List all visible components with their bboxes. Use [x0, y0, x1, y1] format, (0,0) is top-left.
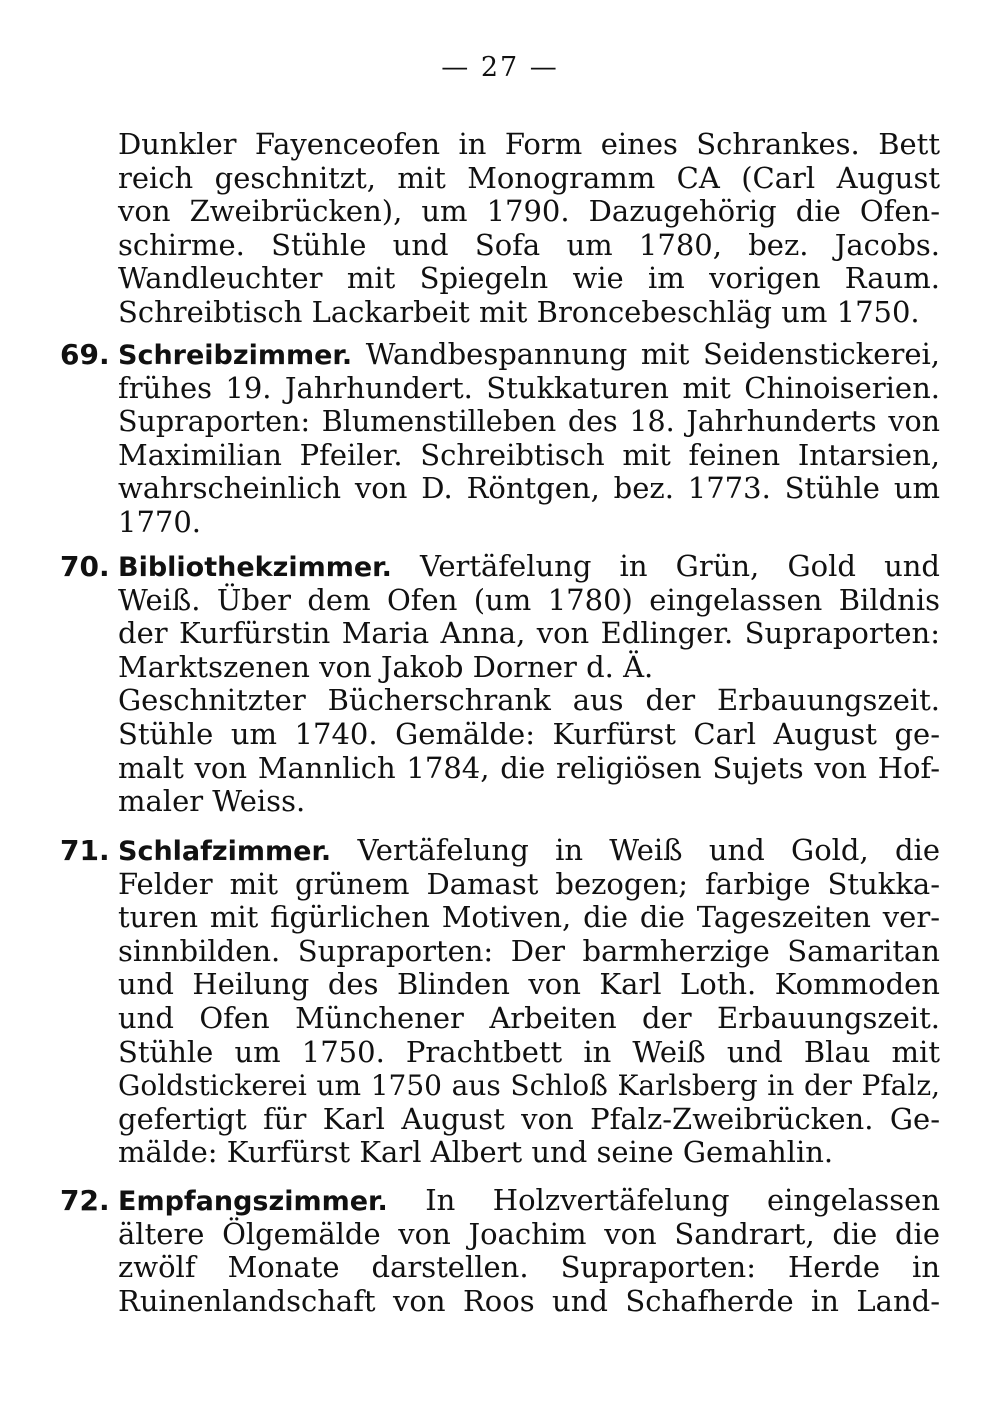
entry-72: [60, 1183, 940, 1318]
text-line: wahrscheinlich von D. Röntgen, bez. 1773. Stühle um: [118, 471, 940, 506]
text-line-first: [118, 1184, 940, 1218]
text-line: Goldstickerei um 1750 aus Schloß Karlsberg in der Pfalz,: [118, 1069, 940, 1103]
room-name: Bibliothekzimmer.: [118, 552, 392, 583]
text-line: Weiß. Über dem Ofen (um 1780) eingelassen Bildnis: [118, 582, 940, 617]
text-line: Dunkler Fayenceofen in Form eines Schrankes. Bett: [118, 127, 940, 161]
text-line: zwölf Monate darstellen. Supraporten: Herde in: [118, 1250, 940, 1285]
entry-70: [60, 549, 940, 819]
text-line: und Heilung des Blinden von Karl Loth. Kommoden: [118, 967, 940, 1002]
text-line: reich geschnitzt, mit Monogramm CA (Carl August: [118, 160, 940, 195]
room-name: Schlafzimmer.: [118, 836, 332, 867]
text-line-first: [118, 338, 940, 372]
text-line: turen mit figürlichen Motiven, die die Tageszeiten ver-: [118, 900, 940, 935]
text-line: 1770.: [118, 504, 202, 539]
page-number: — 27 —: [441, 52, 559, 83]
room-name: Schreibzimmer.: [118, 340, 353, 371]
text-line: mälde: Kurfürst Karl Albert und seine Gemahlin.: [118, 1135, 834, 1170]
text-line: Stühle um 1750. Prachtbett in Weiß und Blau mit: [118, 1034, 940, 1069]
text-fragment: Vertäfelung in Grün, Gold und: [391, 549, 940, 583]
text-line: der Kurfürstin Maria Anna, von Edlinger. Supraporten:: [118, 616, 940, 651]
text-line: Marktszenen von Jakob Dorner d. Ä.: [118, 649, 654, 684]
text-fragment: In Holzvertäfelung eingelassen: [387, 1183, 940, 1217]
entry-continuation: [118, 128, 940, 330]
text-line: Geschnitzter Bücherschrank aus der Erbauungszeit.: [118, 683, 940, 718]
entry-number: 69.: [60, 338, 110, 371]
entry-number: 71.: [60, 834, 110, 867]
text-line: Schreibtisch Lackarbeit mit Broncebeschläg um 1750.: [118, 294, 920, 329]
text-line: maler Weiss.: [118, 784, 306, 819]
text-line: sinnbilden. Supraporten: Der barmherzige Samaritan: [118, 933, 940, 968]
entry-71: [60, 833, 940, 1170]
text-line-first: [118, 834, 940, 868]
room-name: Empfangszimmer.: [118, 1186, 388, 1217]
text-line: Felder mit grünem Damast bezogen; farbige Stukka-: [118, 866, 940, 901]
text-line: von Zweibrücken), um 1790. Dazugehörig die Ofen-: [118, 194, 940, 229]
text-line: Ruinenlandschaft von Roos und Schafherde in Land-: [118, 1283, 940, 1318]
entry-69: [60, 337, 940, 540]
text-line: und Ofen Münchener Arbeiten der Erbauungszeit.: [118, 1000, 940, 1035]
text-line: schirme. Stühle und Sofa um 1780, bez. Jacobs.: [118, 227, 940, 262]
text-line: Stühle um 1740. Gemälde: Kurfürst Carl August ge-: [118, 716, 940, 751]
text-line: Maximilian Pfeiler. Schreibtisch mit feinen Intarsien,: [118, 437, 940, 472]
text-fragment: Vertäfelung in Weiß und Gold, die: [331, 833, 940, 867]
text-line-first: [118, 550, 940, 584]
text-line: Wandleuchter mit Spiegeln wie im vorigen Raum.: [118, 261, 940, 296]
text-line: Supraporten: Blumenstilleben des 18. Jahrhunderts von: [118, 405, 940, 439]
entry-number: 70.: [60, 550, 110, 583]
text-line: frühes 19. Jahrhundert. Stukkaturen mit Chinoiserien.: [118, 370, 940, 405]
text-fragment: Wandbespannung mit Seidenstickerei,: [352, 337, 940, 371]
text-line: malt von Mannlich 1784, die religiösen Sujets von Hof-: [118, 750, 940, 785]
text-line: ältere Ölgemälde von Joachim von Sandrart, die die: [118, 1216, 940, 1251]
text-line: gefertigt für Karl August von Pfalz-Zweibrücken. Ge-: [118, 1101, 940, 1136]
entry-number: 72.: [60, 1184, 110, 1217]
